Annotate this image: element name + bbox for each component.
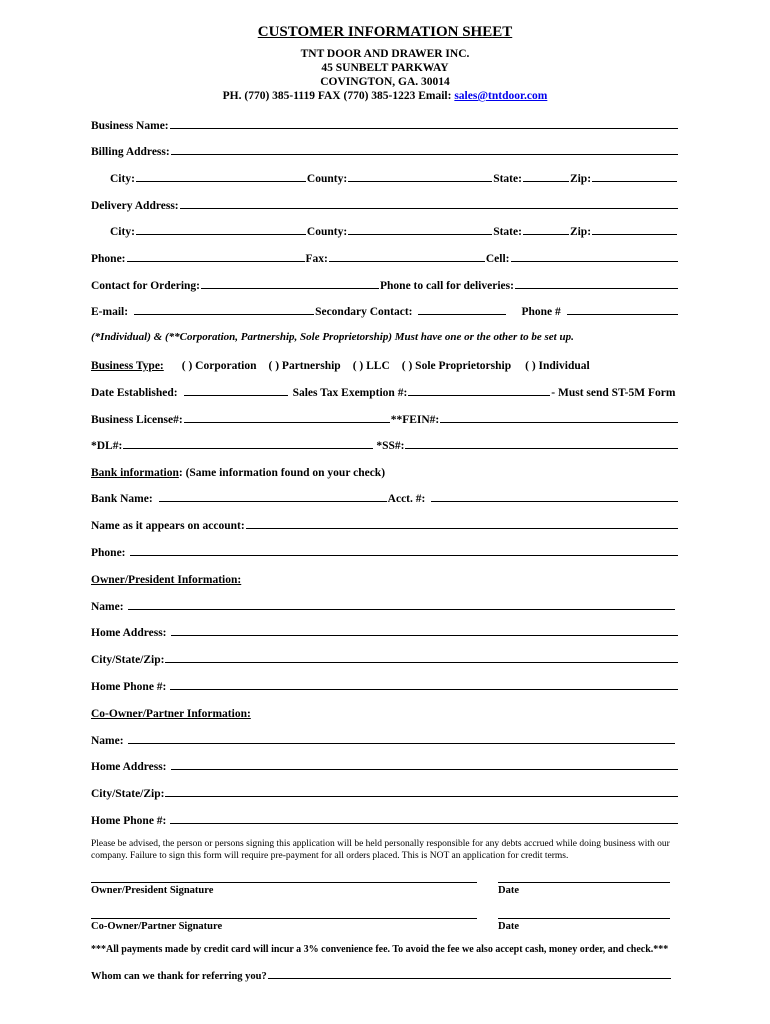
bank-info-note: : (Same information found on your check): [178, 467, 386, 479]
zip-label: Zip:: [569, 226, 592, 238]
dl-field[interactable]: [123, 448, 373, 449]
phone-deliveries-label: Phone to call for deliveries:: [380, 280, 514, 292]
email-field[interactable]: [134, 314, 314, 315]
city-label: City:: [110, 226, 135, 238]
owner-city-label: City/State/Zip:: [91, 654, 165, 666]
billing-address-label: Billing Address:: [91, 146, 170, 158]
company-name: TNT DOOR AND DRAWER INC.: [300, 48, 470, 60]
fee-note: ***All payments made by credit card will incur a 3% convenience fee. To avoid the fee we also accept cash, money order, and check.***: [91, 944, 669, 955]
row-coowner-city: [91, 784, 679, 800]
bank-phone-field[interactable]: [130, 555, 679, 556]
date-established-label: Date Established:: [91, 387, 178, 399]
row-delivery-address: [91, 196, 679, 212]
coowner-signature-label: Co-Owner/Partner Signature: [91, 921, 223, 932]
owner-address-field[interactable]: [171, 635, 679, 636]
row-billing-address: [91, 142, 679, 158]
zip-label: Zip:: [569, 173, 592, 185]
row-referral: [91, 966, 679, 982]
coowner-date-line[interactable]: [498, 918, 670, 919]
owner-signature-line[interactable]: [91, 882, 477, 883]
row-owner-phone: [91, 677, 679, 693]
contact-ordering-label: Contact for Ordering:: [91, 280, 201, 292]
referral-label: Whom can we thank for referring you?: [91, 971, 267, 982]
row-owner-heading: [91, 570, 679, 586]
company-street: 45 SUNBELT PARKWAY: [321, 62, 449, 74]
row-delivery-city: [110, 222, 678, 238]
cell-label: Cell:: [485, 253, 510, 265]
delivery-state-field[interactable]: [523, 234, 569, 235]
county-label: County:: [306, 173, 348, 185]
row-business-name: [91, 116, 679, 132]
name-on-account-label: Name as it appears on account:: [91, 520, 245, 532]
phone-field[interactable]: [127, 261, 305, 262]
coowner-city-field[interactable]: [165, 796, 678, 797]
row-owner-address: [91, 623, 679, 639]
option-sole-proprietorship[interactable]: ( ) Sole Proprietorship: [401, 360, 512, 372]
state-label: State:: [493, 226, 522, 238]
county-label: County:: [306, 226, 348, 238]
delivery-city-field[interactable]: [136, 234, 306, 235]
must-send-note: - Must send ST-5M Form: [551, 387, 676, 399]
entity-note: (*Individual) & (**Corporation, Partnership, Sole Proprietorship) Must have one or the other to be set up.: [91, 331, 574, 343]
owner-city-field[interactable]: [165, 662, 678, 663]
coowner-phone-label: Home Phone #:: [91, 815, 167, 827]
billing-county-field[interactable]: [348, 181, 492, 182]
company-contact: [0, 90, 770, 102]
option-partnership[interactable]: ( ) Partnership: [268, 360, 341, 372]
row-bank-name: [91, 489, 679, 505]
company-city: COVINGTON, GA. 30014: [320, 76, 450, 88]
billing-state-field[interactable]: [523, 181, 569, 182]
owner-phone-field[interactable]: [170, 689, 678, 690]
bank-name-label: Bank Name:: [91, 493, 153, 505]
delivery-county-field[interactable]: [348, 234, 492, 235]
row-dl-ss: [91, 436, 679, 452]
row-business-license: [91, 410, 679, 426]
row-name-on-account: [91, 516, 679, 532]
sales-tax-label: Sales Tax Exemption #:: [292, 387, 408, 399]
business-license-field[interactable]: [184, 422, 390, 423]
option-corporation[interactable]: ( ) Corporation: [181, 360, 257, 372]
bank-name-field[interactable]: [159, 501, 387, 502]
business-name-field[interactable]: [170, 128, 678, 129]
coowner-name-field[interactable]: [128, 743, 675, 744]
option-llc[interactable]: ( ) LLC: [352, 360, 390, 372]
fein-field[interactable]: [440, 422, 678, 423]
date-established-field[interactable]: [184, 395, 288, 396]
row-owner-city: [91, 650, 679, 666]
email-link[interactable]: sales@tntdoor.com: [454, 90, 548, 102]
form-title: CUSTOMER INFORMATION SHEET: [257, 24, 513, 40]
business-license-label: Business License#:: [91, 414, 183, 426]
secondary-contact-label: Secondary Contact:: [315, 306, 413, 318]
row-phone-fax-cell: [91, 249, 679, 265]
owner-phone-label: Home Phone #:: [91, 681, 167, 693]
row-billing-city: [110, 169, 678, 185]
billing-zip-field[interactable]: [592, 181, 677, 182]
delivery-zip-field[interactable]: [592, 234, 677, 235]
ss-field[interactable]: [405, 448, 678, 449]
billing-address-field[interactable]: [171, 154, 678, 155]
delivery-address-field[interactable]: [180, 208, 678, 209]
secondary-contact-field[interactable]: [418, 314, 506, 315]
acct-field[interactable]: [431, 501, 678, 502]
fax-field[interactable]: [329, 261, 485, 262]
contact-ordering-field[interactable]: [201, 288, 379, 289]
owner-address-label: Home Address:: [91, 627, 167, 639]
owner-signature-label: Owner/President Signature: [91, 885, 214, 896]
phone-num-label: Phone #: [521, 306, 561, 318]
row-coowner-name: [91, 731, 679, 747]
fein-label: **FEIN#:: [390, 414, 440, 426]
secondary-phone-field[interactable]: [567, 314, 678, 315]
owner-name-field[interactable]: [128, 609, 675, 610]
coowner-date-label: Date: [498, 921, 519, 932]
fax-label: Fax:: [305, 253, 328, 265]
billing-city-field[interactable]: [136, 181, 306, 182]
row-bank-info: [91, 463, 679, 479]
owner-date-line[interactable]: [498, 882, 670, 883]
dl-label: *DL#:: [91, 440, 123, 452]
coowner-name-label: Name:: [91, 735, 124, 747]
row-business-type: [91, 356, 679, 372]
owner-date-label: Date: [498, 885, 519, 896]
coowner-signature-line[interactable]: [91, 918, 477, 919]
email-label: E-mail:: [91, 306, 129, 318]
city-label: City:: [110, 173, 135, 185]
coowner-phone-field[interactable]: [170, 823, 678, 824]
coowner-address-field[interactable]: [171, 769, 679, 770]
row-coowner-address: [91, 757, 679, 773]
name-on-account-field[interactable]: [246, 528, 678, 529]
row-email: [91, 302, 679, 318]
phone-deliveries-field[interactable]: [515, 288, 678, 289]
cell-field[interactable]: [511, 261, 679, 262]
ss-label: *SS#:: [376, 440, 405, 452]
row-coowner-heading: [91, 704, 679, 720]
owner-name-label: Name:: [91, 601, 124, 613]
acct-label: Acct. #:: [387, 493, 426, 505]
bank-info-heading: Bank information: [91, 467, 179, 479]
row-coowner-phone: [91, 811, 679, 827]
coowner-info-heading: Co-Owner/Partner Information:: [91, 708, 251, 720]
sales-tax-field[interactable]: [408, 395, 550, 396]
bank-phone-label: Phone:: [91, 547, 126, 559]
phone-label: Phone:: [91, 253, 126, 265]
option-individual[interactable]: ( ) Individual: [525, 360, 590, 372]
business-type-label: Business Type:: [91, 360, 164, 372]
row-owner-name: [91, 597, 679, 613]
delivery-address-label: Delivery Address:: [91, 200, 179, 212]
coowner-city-label: City/State/Zip:: [91, 788, 165, 800]
disclaimer-text: Please be advised, the person or persons signing this application will be held personally responsible for any debts accrued while doing business with our company. Failure to sign this form will require pre-payment for all orders placed. This is NOT an application for credit terms.: [91, 839, 670, 861]
business-name-label: Business Name:: [91, 120, 169, 132]
owner-info-heading: Owner/President Information:: [91, 574, 242, 586]
state-label: State:: [493, 173, 522, 185]
referral-field[interactable]: [268, 978, 671, 979]
coowner-address-label: Home Address:: [91, 761, 167, 773]
row-date-established: [91, 383, 679, 399]
row-bank-phone: [91, 543, 679, 559]
company-contact-text: PH. (770) 385-1119 FAX (770) 385-1223 Email:: [222, 90, 455, 102]
row-contact-ordering: [91, 276, 679, 292]
